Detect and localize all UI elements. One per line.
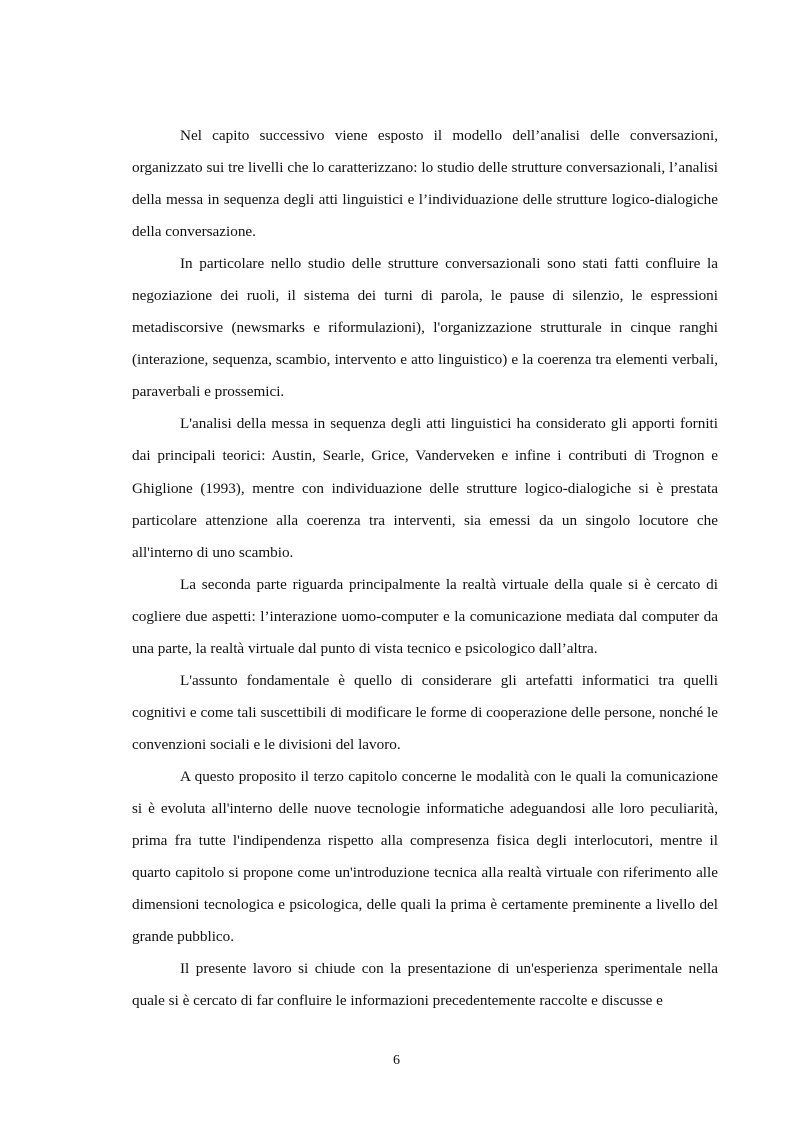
paragraph-4: La seconda parte riguarda principalmente la realtà virtuale della quale si è cercato di cogliere due aspetti: l’interazione uomo-computer e la comunicazione mediata dal computer da una parte, la realtà virtuale dal punto di vista tecnico e psicologico dall’altra. — [132, 575, 718, 657]
page-number: 6 — [393, 1053, 400, 1068]
paragraph-1: Nel capito successivo viene esposto il modello dell’analisi delle conversazioni, organizzato sui tre livelli che lo caratterizzano: lo studio delle strutture conversazionali, l’analisi della messa in sequenza degli atti linguistici e l’individuazione delle strutture logico-dialogiche della conversazione. — [132, 127, 718, 241]
paragraph-3: L'analisi della messa in sequenza degli atti linguistici ha considerato gli apporti forniti dai principali teorici: Austin, Searle, Grice, Vanderveken e infine i contributi di Trognon e Ghiglione (1993), mentre con individuazione delle strutture logico-dialogiche si è prestata particolare attenzione alla coerenza tra interventi, sia emessi da un singolo locutore che all'interno di uno scambio. — [132, 415, 718, 561]
paragraph-7: Il presente lavoro si chiude con la presentazione di un'esperienza sperimentale nella quale si è cercato di far confluire le informazioni precedentemente raccolte e discusse e — [132, 960, 718, 1010]
paragraph-6: A questo proposito il terzo capitolo concerne le modalità con le quali la comunicazione si è evoluta all'interno delle nuove tecnologie informatiche adeguandosi alle loro peculiarità, prima fra tutte l'indipendenza rispetto alla compresenza fisica degli interlocutori, mentre il quarto capitolo si propone come un'introduzione tecnica alla realtà virtuale con riferimento alle dimensioni tecnologica e psicologica, delle quali la prima è certamente preminente a livello del grande pubblico. — [132, 767, 718, 946]
body-text — [132, 120, 718, 1017]
paragraph-2: In particolare nello studio delle strutture conversazionali sono stati fatti confluire la negoziazione dei ruoli, il sistema dei turni di parola, le pause di silenzio, le espressioni metadiscorsive (newsmarks e riformulazioni), l'organizzazione strutturale in cinque ranghi (interazione, sequenza, scambio, intervento e atto linguistico) e la coerenza tra elementi verbali, paraverbali e prossemici. — [132, 255, 718, 401]
paragraph-5: L'assunto fondamentale è quello di considerare gli artefatti informatici tra quelli cognitivi e come tali suscettibili di modificare le forme di cooperazione delle persone, nonché le convenzioni sociali e le divisioni del lavoro. — [132, 671, 718, 753]
